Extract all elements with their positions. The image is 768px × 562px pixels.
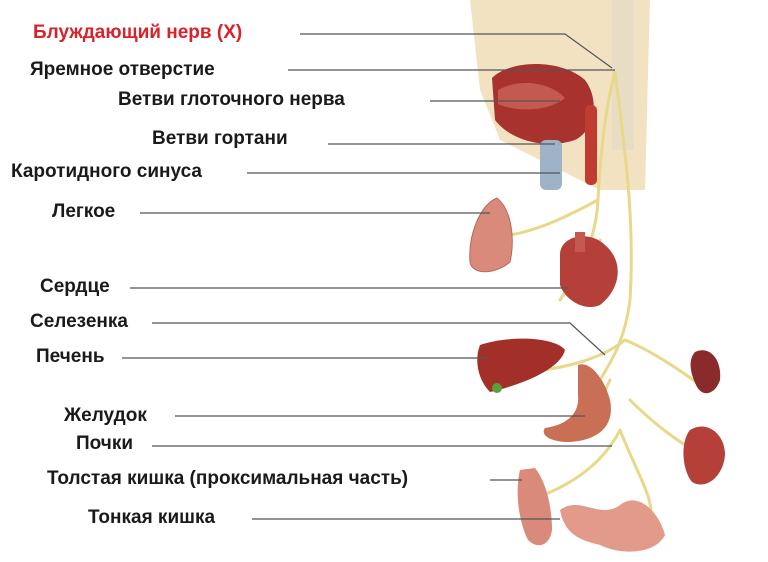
label-liver: Печень xyxy=(36,346,105,367)
lung xyxy=(470,198,512,272)
aorta xyxy=(575,232,585,252)
label-heart: Сердце xyxy=(40,276,110,297)
kidney xyxy=(683,426,725,484)
label-pharyngeal-branches: Ветви глоточного нерва xyxy=(118,89,345,110)
gallbladder xyxy=(492,383,502,393)
label-carotid-sinus: Каротидного синуса xyxy=(11,161,202,182)
larynx xyxy=(540,140,562,190)
label-laryngeal-branches: Ветви гортани xyxy=(152,128,288,149)
carotid-artery xyxy=(585,105,597,185)
label-kidneys: Почки xyxy=(76,433,134,454)
label-spleen: Селезенка xyxy=(30,311,128,332)
small-intestine xyxy=(560,500,665,551)
spleen xyxy=(691,350,721,393)
label-lung: Легкое xyxy=(52,201,116,222)
label-large-intestine: Толстая кишка (проксимальная часть) xyxy=(47,468,409,489)
diagram-title: Блуждающий нерв (X) xyxy=(33,22,243,43)
label-small-intestine: Тонкая кишка xyxy=(88,507,216,528)
label-stomach: Желудок xyxy=(64,405,147,426)
label-jugular-foramen: Яремное отверстие xyxy=(30,59,215,80)
liver xyxy=(477,339,565,392)
large-intestine xyxy=(518,468,552,545)
heart xyxy=(560,236,618,307)
